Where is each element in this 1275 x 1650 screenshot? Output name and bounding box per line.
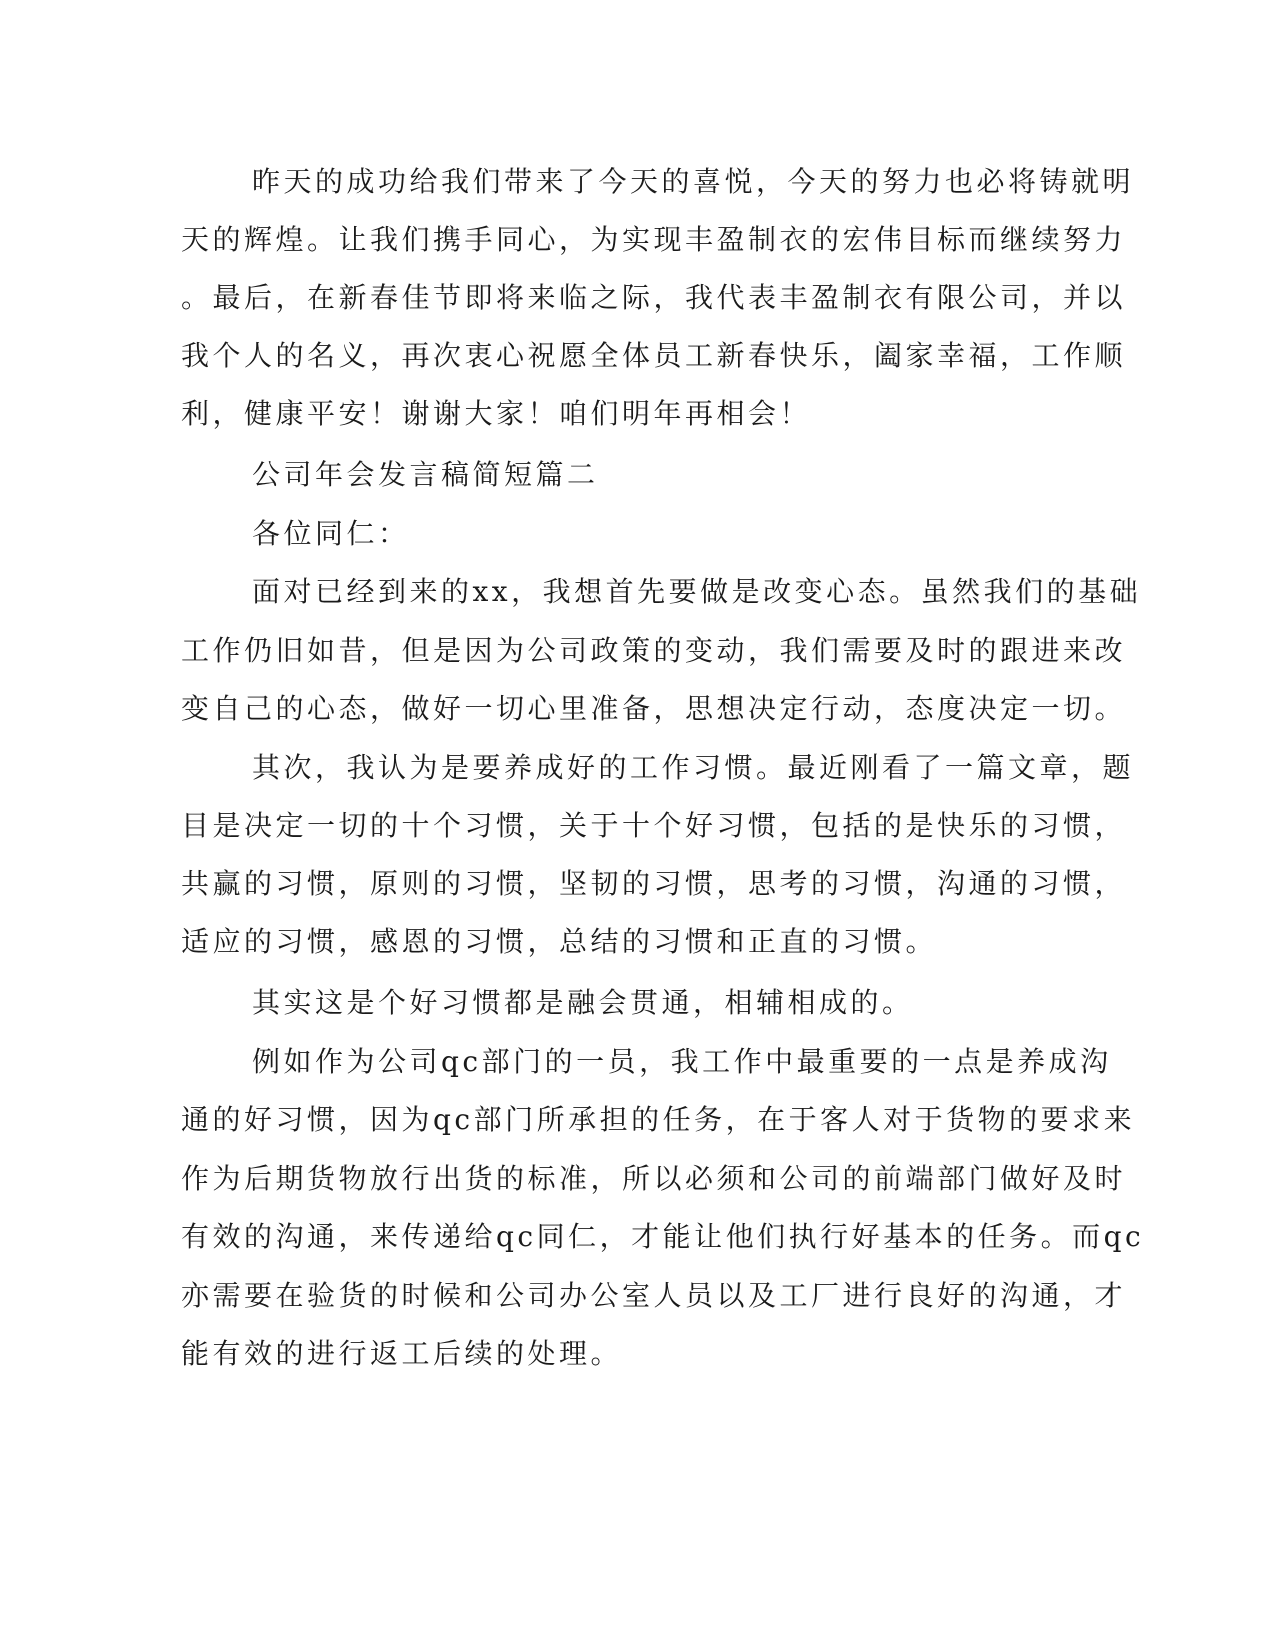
- text-line: 作为后期货物放行出货的标准，所以必须和公司的前端部门做好及时: [181, 1162, 1127, 1195]
- text-line: 例如作为公司qc部门的一员，我工作中最重要的一点是养成沟: [252, 1045, 1112, 1078]
- text-line: 亦需要在验货的时候和公司办公室人员以及工厂进行良好的沟通，才: [181, 1279, 1127, 1312]
- section-heading: 公司年会发言稿简短篇二: [252, 458, 599, 491]
- text-line: 其实这是个好习惯都是融会贯通，相辅相成的。: [252, 986, 914, 1019]
- text-line: 利，健康平安！谢谢大家！咱们明年再相会！: [181, 397, 812, 430]
- text-line: 面对已经到来的xx，我想首先要做是改变心态。虽然我们的基础: [252, 575, 1142, 608]
- salutation: 各位同仁：: [252, 517, 410, 550]
- text-line: 能有效的进行返工后续的处理。: [181, 1337, 623, 1370]
- text-line: 共赢的习惯，原则的习惯，坚韧的习惯，思考的习惯，沟通的习惯，: [181, 867, 1127, 900]
- text-line: 天的辉煌。让我们携手同心，为实现丰盈制衣的宏伟目标而继续努力: [181, 223, 1127, 256]
- text-line: 适应的习惯，感恩的习惯，总结的习惯和正直的习惯。: [181, 925, 938, 958]
- text-line: 有效的沟通，来传递给qc同仁，才能让他们执行好基本的任务。而qc: [181, 1220, 1145, 1253]
- text-line: 通的好习惯，因为qc部门所承担的任务，在于客人对于货物的要求来: [181, 1103, 1136, 1136]
- text-line: 目是决定一切的十个习惯，关于十个好习惯，包括的是快乐的习惯，: [181, 809, 1127, 842]
- text-line: 昨天的成功给我们带来了今天的喜悦，今天的努力也必将铸就明: [252, 165, 1135, 198]
- text-line: 我个人的名义，再次衷心祝愿全体员工新春快乐，阖家幸福，工作顺: [181, 339, 1127, 372]
- text-line: 变自己的心态，做好一切心里准备，思想决定行动，态度决定一切。: [181, 692, 1127, 725]
- text-line: 其次，我认为是要养成好的工作习惯。最近刚看了一篇文章，题: [252, 751, 1135, 784]
- text-line: 。最后，在新春佳节即将来临之际，我代表丰盈制衣有限公司，并以: [181, 281, 1127, 314]
- text-line: 工作仍旧如昔，但是因为公司政策的变动，我们需要及时的跟进来改: [181, 634, 1127, 667]
